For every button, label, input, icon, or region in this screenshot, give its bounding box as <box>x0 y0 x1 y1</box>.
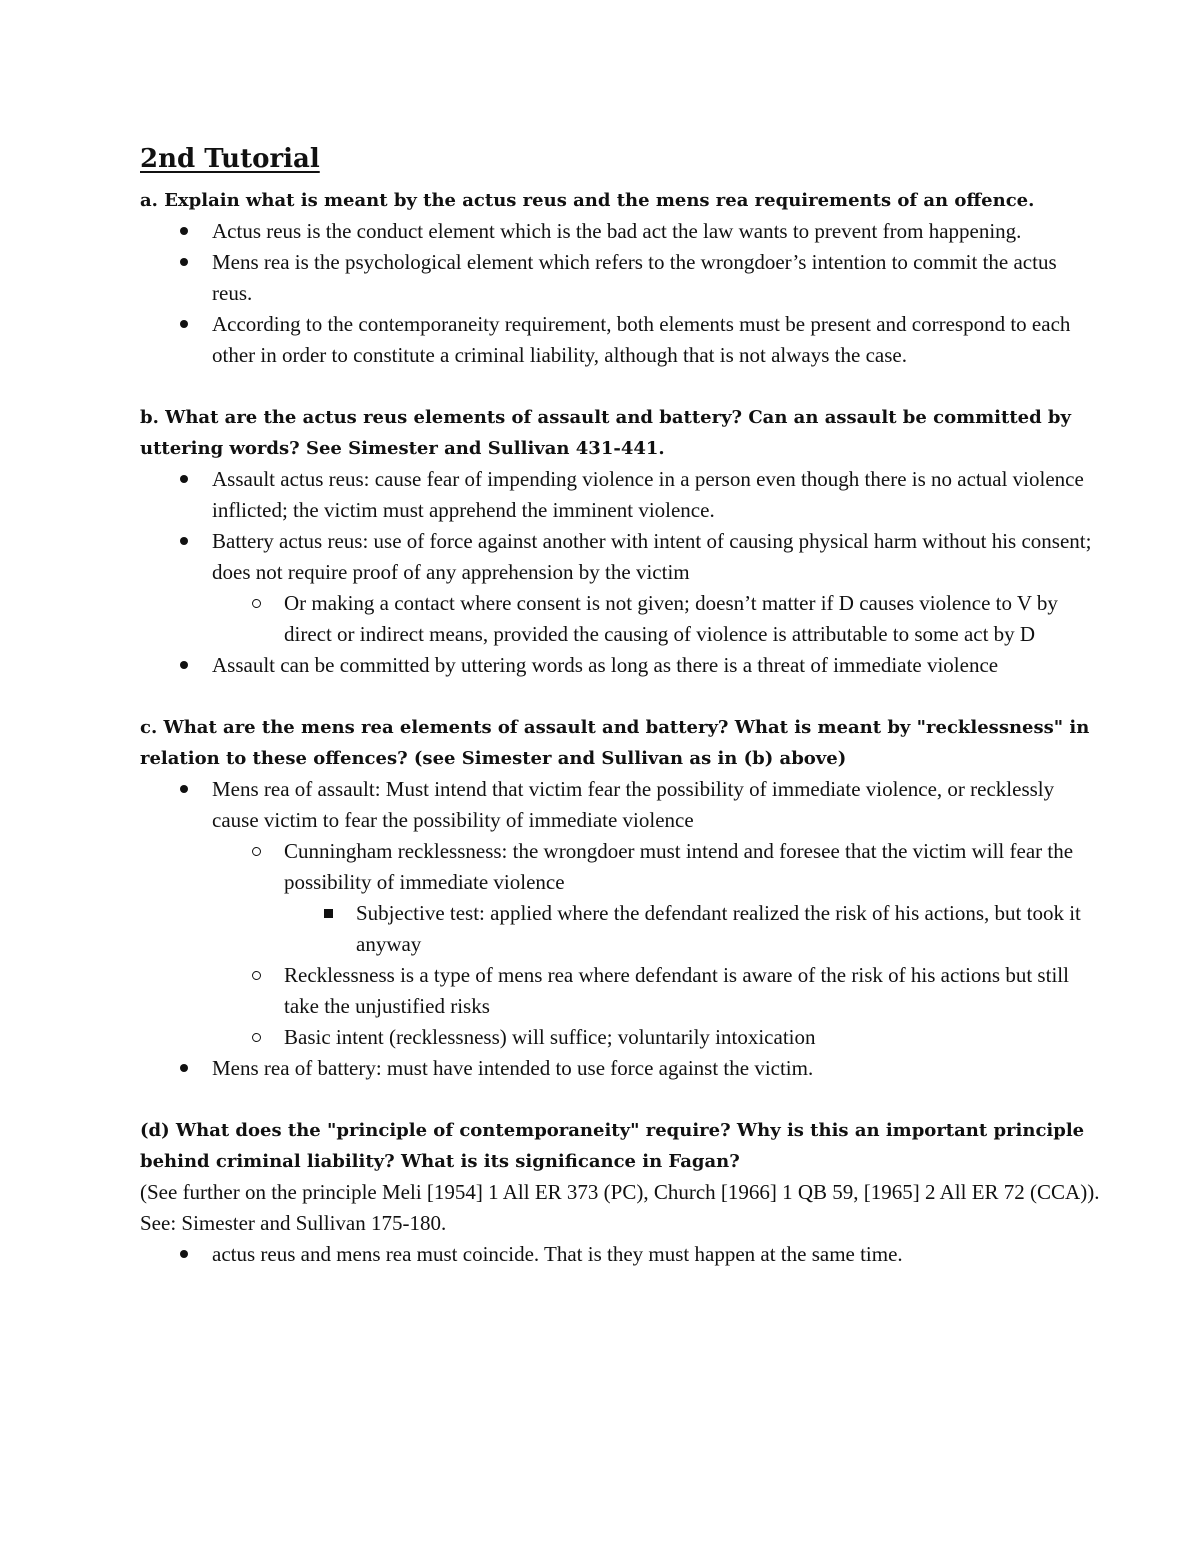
section-b <box>140 402 1100 681</box>
paragraph-spacer <box>140 371 1100 402</box>
section-a <box>140 185 1100 371</box>
sub-sub-list <box>284 898 1100 960</box>
bullet-circle-icon <box>246 1022 266 1053</box>
answer-list-b <box>140 464 1100 681</box>
question-a: a. Explain what is meant by the actus reus and the mens rea requirements of an offence. <box>140 190 1035 211</box>
bullet-circle-icon <box>246 960 266 991</box>
sub-list-item: Cunningham recklessness: the wrongdoer must intend and foresee that the victim will fear the possibility of immediate violence Subjective test: applied where the defendant realized the risk of his actions, but took it anyway <box>284 836 1100 960</box>
list-item: Mens rea of assault: Must intend that victim fear the possibility of immediate violence, or recklessly cause victim to fear the possibility of immediate violence Cunningham recklessness: the wrongdoer must intend and foresee that the victim will fear the possibility of immediate violence Subjective test: applied where the defendant realized the risk of his actions, but took it anyway Recklessness is a type of mens rea where defendant is aware of the risk of his actions but still take the unjustified risks Basic intent (recklessness) will suffice; voluntarily intoxication <box>212 774 1100 1053</box>
sub-list <box>212 836 1100 1053</box>
list-item: Mens rea of battery: must have intended to use force against the victim. <box>212 1053 1100 1084</box>
paragraph-spacer <box>140 681 1100 712</box>
answer-list-c <box>140 774 1100 1084</box>
bullet-circle-icon <box>246 588 266 619</box>
question-b: b. What are the actus reus elements of assault and battery? Can an assault be committed by uttering words? See Simester and Sullivan 431-441. <box>140 407 1071 459</box>
bullet-circle-icon <box>246 836 266 867</box>
question-c: c. What are the mens rea elements of assault and battery? What is meant by "recklessness" in relation to these offences? (see Simester and Sullivan as in (b) above) <box>140 717 1090 769</box>
sub-list-item: Basic intent (recklessness) will suffice; voluntarily intoxication <box>284 1022 1100 1053</box>
bullet-square-icon <box>318 898 338 929</box>
bullet-dot-icon <box>174 526 194 557</box>
list-item: Mens rea is the psychological element which refers to the wrongdoer’s intention to commit the actus reus. <box>212 247 1100 309</box>
document-title: 2nd Tutorial <box>140 144 320 174</box>
section-d <box>140 1115 1100 1270</box>
bullet-dot-icon <box>174 464 194 495</box>
sub-list-item: Recklessness is a type of mens rea where defendant is aware of the risk of his actions but still take the unjustified risks <box>284 960 1100 1022</box>
reference-note: (See further on the principle Meli [1954] 1 All ER 373 (PC), Church [1966] 1 QB 59, [1965] 2 All ER 72 (CCA)). See: Simester and Sullivan 175-180. <box>140 1180 1100 1235</box>
answer-list-a <box>140 216 1100 371</box>
bullet-dot-icon <box>174 1239 194 1270</box>
bullet-dot-icon <box>174 309 194 340</box>
list-item: According to the contemporaneity requirement, both elements must be present and correspond to each other in order to constitute a criminal liability, although that is not always the case. <box>212 309 1100 371</box>
paragraph-spacer <box>140 1084 1100 1115</box>
list-item: Assault actus reus: cause fear of impending violence in a person even though there is no actual violence inflicted; the victim must apprehend the imminent violence. <box>212 464 1100 526</box>
sub-list <box>212 588 1100 650</box>
list-item: Actus reus is the conduct element which is the bad act the law wants to prevent from happening. <box>212 216 1100 247</box>
sub-sub-list-item: Subjective test: applied where the defendant realized the risk of his actions, but took it anyway <box>356 898 1100 960</box>
section-c <box>140 712 1100 1084</box>
list-item: actus reus and mens rea must coincide. That is they must happen at the same time. <box>212 1239 1100 1270</box>
question-d: (d) What does the "principle of contemporaneity" require? Why is this an important principle behind criminal liability? What is its significance in Fagan? <box>140 1120 1085 1172</box>
answer-list-d <box>140 1239 1100 1270</box>
bullet-dot-icon <box>174 1053 194 1084</box>
sub-list-item: Or making a contact where consent is not given; doesn’t matter if D causes violence to V by direct or indirect means, provided the causing of violence is attributable to some act by D <box>284 588 1100 650</box>
bullet-dot-icon <box>174 247 194 278</box>
list-item: Assault can be committed by uttering words as long as there is a threat of immediate violence <box>212 650 1100 681</box>
bullet-dot-icon <box>174 650 194 681</box>
bullet-dot-icon <box>174 774 194 805</box>
list-item: Battery actus reus: use of force against another with intent of causing physical harm without his consent; does not require proof of any apprehension by the victim Or making a contact where consent is not given; doesn’t matter if D causes violence to V by direct or indirect means, provided the causing of violence is attributable to some act by D <box>212 526 1100 650</box>
bullet-dot-icon <box>174 216 194 247</box>
